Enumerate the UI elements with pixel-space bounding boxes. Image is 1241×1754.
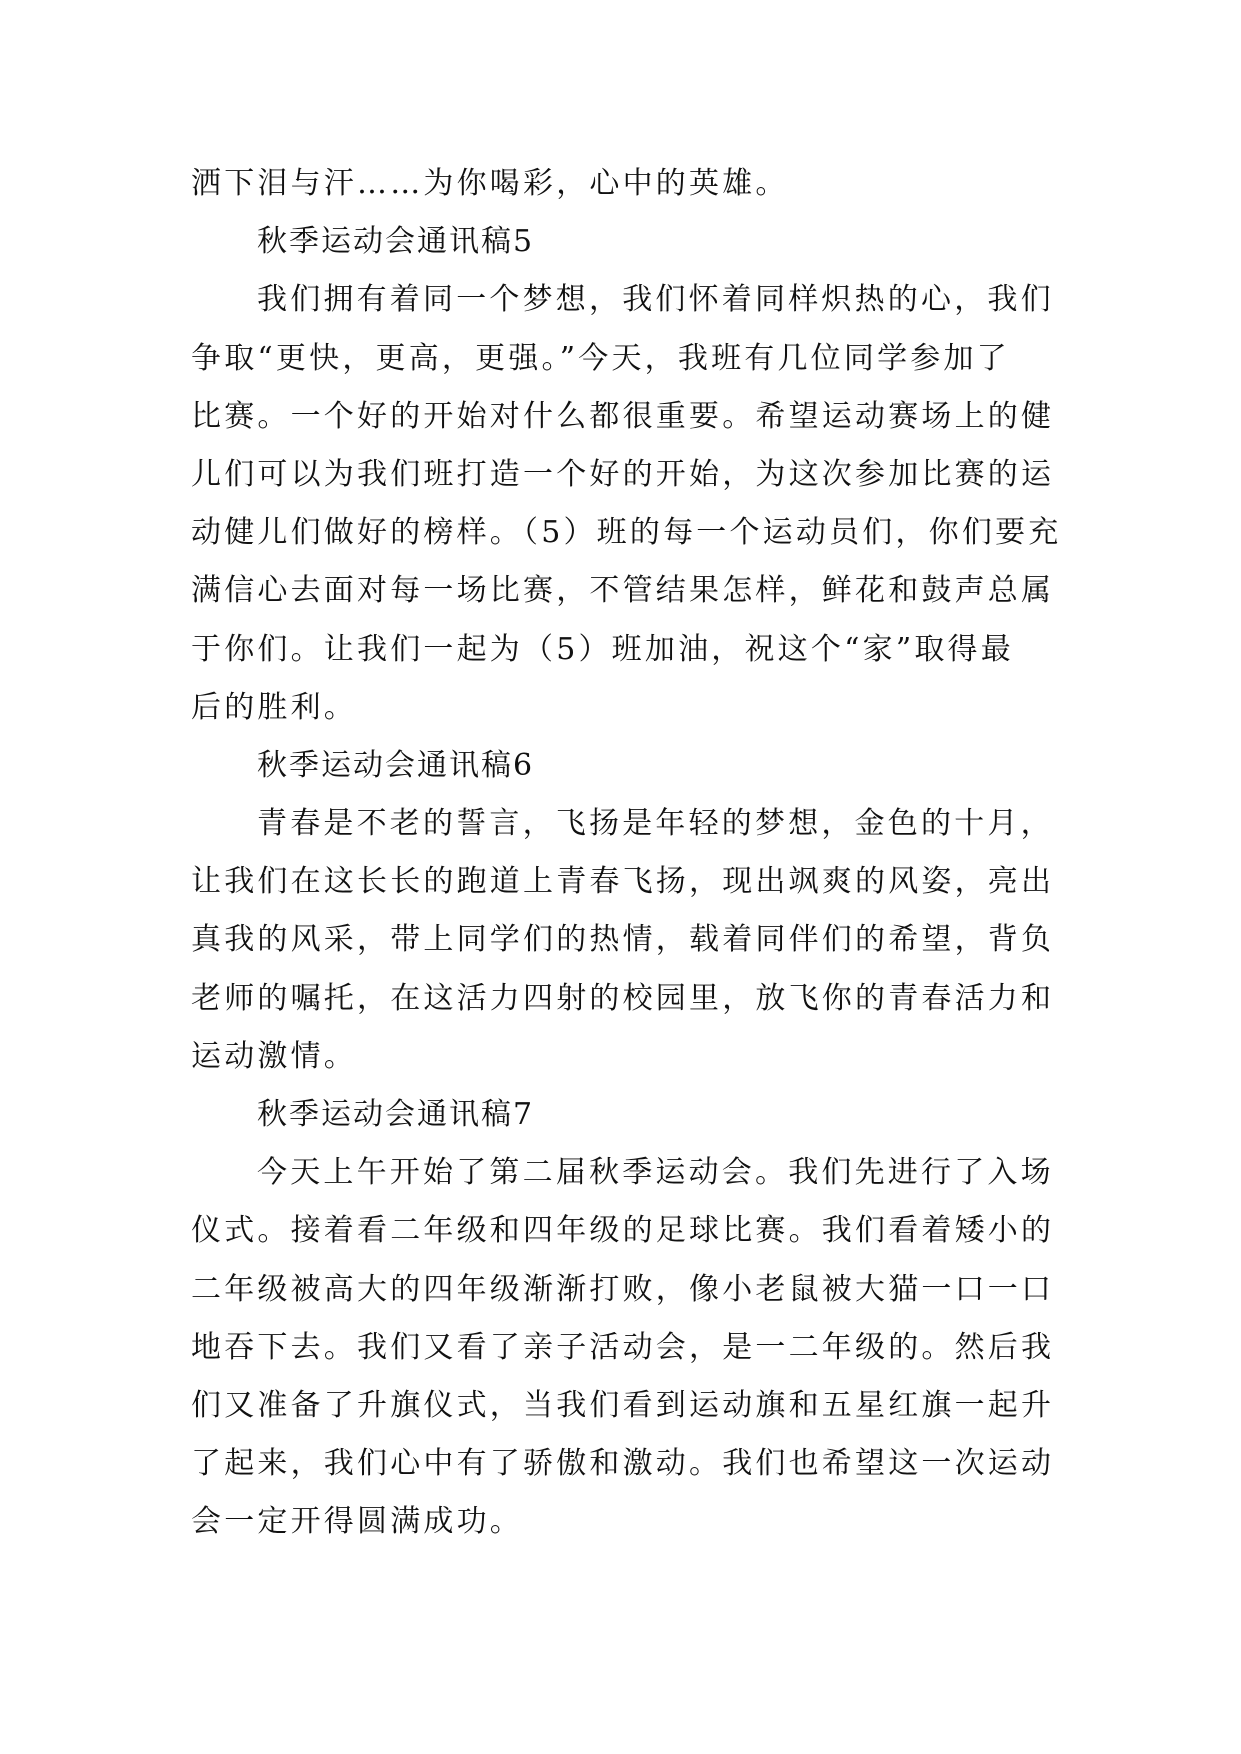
text-line: 今天上午开始了第二届秋季运动会。我们先进行了入场 [257, 1155, 1054, 1191]
text-line: 比赛。一个好的开始对什么都很重要。希望运动赛场上的健 [191, 398, 1055, 434]
text-line: 让我们在这长长的跑道上青春飞扬，现出飒爽的风姿，亮出 [191, 864, 1055, 900]
text-line: 地吞下去。我们又看了亲子活动会，是一二年级的。然后我 [191, 1329, 1055, 1365]
text-line: 运动激情。 [191, 1038, 357, 1074]
text-line: 争取“更快，更高，更强。”今天，我班有几位同学参加了 [191, 340, 1010, 376]
section-title-7: 秋季运动会通讯稿7 [257, 1097, 535, 1132]
text-line: 会一定开得圆满成功。 [191, 1504, 523, 1540]
text-line: 儿们可以为我们班打造一个好的开始，为这次参加比赛的运 [191, 456, 1055, 492]
text-line: 二年级被高大的四年级渐渐打败，像小老鼠被大猫一口一口 [191, 1271, 1055, 1307]
text-line: 满信心去面对每一场比赛，不管结果怎样，鲜花和鼓声总属 [191, 573, 1055, 609]
text-line: 动健儿们做好的榜样。（5）班的每一个运动员们，你们要充 [191, 515, 1062, 551]
text-line: 我们拥有着同一个梦想，我们怀着同样炽热的心，我们 [257, 282, 1054, 318]
section-title-6: 秋季运动会通讯稿6 [257, 747, 535, 783]
text-line: 们又准备了升旗仪式，当我们看到运动旗和五星红旗一起升 [191, 1387, 1055, 1423]
text-line: 青春是不老的誓言，飞扬是年轻的梦想，金色的十月， [257, 806, 1054, 842]
text-line: 老师的嘱托，在这活力四射的校园里，放飞你的青春活力和 [191, 980, 1055, 1016]
text-line: 后的胜利。 [191, 689, 357, 725]
text-line: 真我的风采，带上同学们的热情，载着同伴们的希望，背负 [191, 922, 1055, 958]
document-page [191, 155, 1062, 1552]
text-line: 洒下泪与汗……为你喝彩，心中的英雄。 [191, 166, 789, 201]
text-line: 仪式。接着看二年级和四年级的足球比赛。我们看着矮小的 [191, 1213, 1055, 1249]
section-title-5: 秋季运动会通讯稿5 [257, 224, 535, 260]
text-line: 了起来，我们心中有了骄傲和激动。我们也希望这一次运动 [191, 1446, 1055, 1482]
text-line: 于你们。让我们一起为（5）班加油，祝这个“家”取得最 [191, 631, 1014, 667]
